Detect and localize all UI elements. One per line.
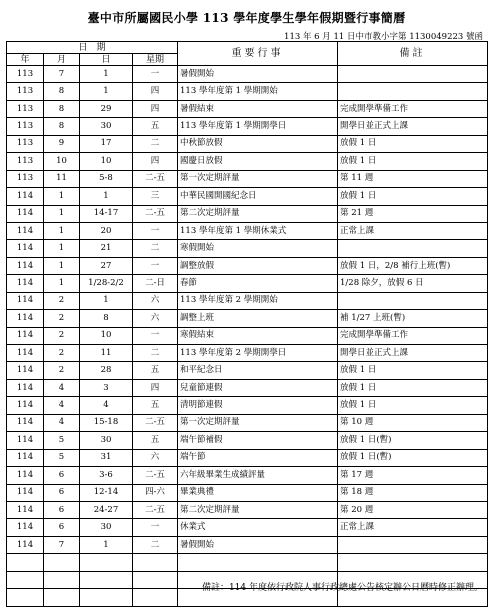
day-cell: 20 (80, 222, 133, 239)
event-cell: 畢業典禮 (178, 484, 338, 501)
note-cell: 第 17 週 (338, 467, 488, 484)
event-cell: 端午節補假 (178, 432, 338, 449)
event-cell: 寒假結束 (178, 327, 338, 344)
table-row (7, 362, 488, 379)
day-cell: 4 (80, 397, 133, 414)
year-cell: 113 (7, 66, 44, 83)
year-cell: 114 (7, 188, 44, 205)
weekday-cell: 一 (133, 519, 178, 536)
note-header: 備註 (338, 42, 488, 66)
note-cell: 完成開學準備工作 (338, 100, 488, 117)
weekday-cell: 五 (133, 432, 178, 449)
month-cell: 2 (44, 292, 80, 309)
note-cell: 放假 1 日 (338, 362, 488, 379)
weekday-cell: 二-日 (133, 275, 178, 292)
year-cell: 113 (7, 135, 44, 152)
event-cell: 第二次定期評量 (178, 205, 338, 222)
table-row (7, 501, 488, 518)
month-cell: 11 (44, 170, 80, 187)
note-cell: 第 11 週 (338, 170, 488, 187)
event-cell: 113 學年度第 1 學期開始 (178, 83, 338, 100)
day-cell: 1 (80, 66, 133, 83)
event-cell: 寒假開始 (178, 240, 338, 257)
weekday-cell: 三 (133, 188, 178, 205)
month-cell: 4 (44, 414, 80, 431)
note-cell: 放假 1 日，2/8 補行上班(暫) (338, 257, 488, 274)
weekday-cell (133, 554, 178, 571)
year-cell: 113 (7, 170, 44, 187)
weekday-cell: 二 (133, 536, 178, 553)
event-cell: 中秋節放假 (178, 135, 338, 152)
table-row (7, 275, 488, 292)
table-row (7, 327, 488, 344)
note-cell: 1/28 除夕，放假 6 日 (338, 275, 488, 292)
day-cell: 10 (80, 153, 133, 170)
day-cell: 10 (80, 327, 133, 344)
weekday-cell: 六 (133, 310, 178, 327)
note-cell: 放假 1 日 (338, 135, 488, 152)
table-row (7, 170, 488, 187)
table-row (7, 135, 488, 152)
day-cell: 14-17 (80, 205, 133, 222)
weekday-cell (133, 589, 178, 606)
month-cell: 1 (44, 257, 80, 274)
day-cell: 3-6 (80, 467, 133, 484)
year-header: 年 (7, 54, 44, 66)
year-cell (7, 571, 44, 588)
month-cell: 8 (44, 118, 80, 135)
note-cell (338, 554, 488, 571)
event-cell: 兒童節連假 (178, 379, 338, 396)
note-cell: 放假 1 日(暫) (338, 432, 488, 449)
month-cell: 7 (44, 66, 80, 83)
year-cell: 114 (7, 257, 44, 274)
note-cell (338, 240, 488, 257)
note-cell (338, 66, 488, 83)
day-cell: 1 (80, 188, 133, 205)
year-cell: 114 (7, 310, 44, 327)
weekday-cell: 二 (133, 240, 178, 257)
day-cell: 27 (80, 257, 133, 274)
header-row-top (7, 42, 488, 54)
day-cell: 21 (80, 240, 133, 257)
table-row (7, 257, 488, 274)
weekday-cell: 六 (133, 292, 178, 309)
month-cell: 9 (44, 135, 80, 152)
event-cell: 第一次定期評量 (178, 414, 338, 431)
year-cell: 114 (7, 519, 44, 536)
table-row (7, 310, 488, 327)
weekday-cell: 一 (133, 327, 178, 344)
day-cell (80, 589, 133, 606)
month-cell: 5 (44, 449, 80, 466)
day-cell: 1/28-2/2 (80, 275, 133, 292)
year-cell: 114 (7, 362, 44, 379)
day-header: 日 (80, 54, 133, 66)
day-cell: 1 (80, 292, 133, 309)
weekday-cell: 五 (133, 362, 178, 379)
note-cell: 第 18 週 (338, 484, 488, 501)
month-cell: 10 (44, 153, 80, 170)
year-cell: 114 (7, 345, 44, 362)
day-cell: 30 (80, 519, 133, 536)
note-cell: 放假 1 日(暫) (338, 449, 488, 466)
table-row (7, 554, 488, 571)
month-cell (44, 571, 80, 588)
year-cell: 113 (7, 118, 44, 135)
event-cell: 清明節連假 (178, 397, 338, 414)
note-cell: 第 20 週 (338, 501, 488, 518)
weekday-cell: 四-六 (133, 484, 178, 501)
day-cell: 15-18 (80, 414, 133, 431)
table-row (7, 222, 488, 239)
year-cell: 114 (7, 397, 44, 414)
month-cell: 2 (44, 310, 80, 327)
month-cell (44, 554, 80, 571)
note-cell: 開學日並正式上課 (338, 118, 488, 135)
table-row (7, 414, 488, 431)
event-cell (178, 554, 338, 571)
note-cell (338, 292, 488, 309)
table-row (7, 536, 488, 553)
day-cell: 24-27 (80, 501, 133, 518)
note-cell: 完成開學準備工作 (338, 327, 488, 344)
year-cell (7, 554, 44, 571)
month-cell: 7 (44, 536, 80, 553)
event-cell: 中華民國開國紀念日 (178, 188, 338, 205)
note-cell (338, 83, 488, 100)
year-cell: 114 (7, 432, 44, 449)
month-cell: 1 (44, 275, 80, 292)
year-cell: 113 (7, 83, 44, 100)
note-cell: 正常上課 (338, 519, 488, 536)
month-cell: 8 (44, 83, 80, 100)
event-cell: 暑假結束 (178, 100, 338, 117)
weekday-cell: 五 (133, 118, 178, 135)
year-cell: 114 (7, 484, 44, 501)
weekday-cell: 二 (133, 345, 178, 362)
weekday-cell: 四 (133, 83, 178, 100)
month-cell: 8 (44, 100, 80, 117)
note-cell: 開學日並正式上課 (338, 345, 488, 362)
month-cell: 6 (44, 467, 80, 484)
month-cell: 5 (44, 432, 80, 449)
weekday-cell: 一 (133, 66, 178, 83)
event-cell: 調整放假 (178, 257, 338, 274)
year-cell: 114 (7, 205, 44, 222)
weekday-cell: 二-五 (133, 205, 178, 222)
year-cell: 114 (7, 414, 44, 431)
document-title: 臺中市所屬國民小學 113 學年度學生學年假期暨行事簡曆 (87, 11, 406, 25)
year-cell: 114 (7, 379, 44, 396)
weekday-cell: 二-五 (133, 467, 178, 484)
table-row (7, 484, 488, 501)
note-cell (338, 536, 488, 553)
table-row (7, 379, 488, 396)
weekday-cell: 六 (133, 449, 178, 466)
note-cell: 放假 1 日 (338, 379, 488, 396)
table-row (7, 240, 488, 257)
note-cell: 放假 1 日 (338, 153, 488, 170)
table-row (7, 467, 488, 484)
table-row (7, 292, 488, 309)
month-cell: 1 (44, 205, 80, 222)
weekday-cell: 四 (133, 379, 178, 396)
weekday-cell: 二-五 (133, 414, 178, 431)
note-cell: 放假 1 日 (338, 188, 488, 205)
day-cell: 17 (80, 135, 133, 152)
year-cell: 114 (7, 501, 44, 518)
event-header: 重要行事 (178, 42, 338, 66)
year-cell: 114 (7, 327, 44, 344)
month-cell: 6 (44, 484, 80, 501)
month-cell: 4 (44, 379, 80, 396)
calendar-table (6, 41, 488, 607)
month-cell: 1 (44, 222, 80, 239)
year-cell: 114 (7, 292, 44, 309)
event-cell: 國慶日放假 (178, 153, 338, 170)
event-cell: 第一次定期評量 (178, 170, 338, 187)
table-row (7, 345, 488, 362)
day-cell: 28 (80, 362, 133, 379)
year-cell: 114 (7, 467, 44, 484)
day-cell (80, 554, 133, 571)
day-cell: 29 (80, 100, 133, 117)
year-cell: 114 (7, 536, 44, 553)
table-row (7, 397, 488, 414)
note-cell: 補 1/27 上班(暫) (338, 310, 488, 327)
month-cell: 2 (44, 345, 80, 362)
weekday-cell: 二 (133, 135, 178, 152)
day-cell: 31 (80, 449, 133, 466)
year-cell: 114 (7, 222, 44, 239)
event-cell: 和平紀念日 (178, 362, 338, 379)
table-row (7, 66, 488, 83)
table-row (7, 118, 488, 135)
note-cell: 放假 1 日 (338, 397, 488, 414)
note-cell: 第 10 週 (338, 414, 488, 431)
year-cell: 113 (7, 153, 44, 170)
month-cell: 4 (44, 397, 80, 414)
event-cell: 暑假開始 (178, 536, 338, 553)
month-cell: 6 (44, 501, 80, 518)
day-cell: 5-8 (80, 170, 133, 187)
table-row (7, 188, 488, 205)
day-cell: 8 (80, 310, 133, 327)
year-cell: 114 (7, 275, 44, 292)
event-cell: 113 學年度第 2 學期開始 (178, 292, 338, 309)
event-cell: 113 學年度第 2 學期開學日 (178, 345, 338, 362)
event-cell: 暑假開始 (178, 66, 338, 83)
month-cell: 2 (44, 362, 80, 379)
month-header: 月 (44, 54, 80, 66)
table-row (7, 205, 488, 222)
event-cell: 休業式 (178, 519, 338, 536)
note-cell: 正常上課 (338, 222, 488, 239)
month-cell: 6 (44, 519, 80, 536)
day-cell: 11 (80, 345, 133, 362)
day-cell: 12-14 (80, 484, 133, 501)
weekday-cell: 二-五 (133, 170, 178, 187)
footnote: 備註：114 年度依行政院人事行政總處公告核定辦公日曆時修正辦理。 (201, 583, 483, 593)
table-row (7, 519, 488, 536)
table-row (7, 432, 488, 449)
event-cell: 第二次定期評量 (178, 501, 338, 518)
month-cell: 1 (44, 240, 80, 257)
event-cell: 113 學年度第 1 學期休業式 (178, 222, 338, 239)
month-cell: 1 (44, 188, 80, 205)
event-cell: 113 學年度第 1 學期開學日 (178, 118, 338, 135)
note-cell: 第 21 週 (338, 205, 488, 222)
document-reference: 113 年 6 月 11 日中市教小字第 1130049223 號函 (284, 32, 483, 42)
year-cell: 114 (7, 449, 44, 466)
weekday-cell: 一 (133, 257, 178, 274)
year-cell (7, 589, 44, 606)
day-cell: 3 (80, 379, 133, 396)
weekday-cell: 四 (133, 100, 178, 117)
day-cell: 1 (80, 536, 133, 553)
table-row (7, 153, 488, 170)
year-cell: 113 (7, 100, 44, 117)
event-cell: 調整上班 (178, 310, 338, 327)
table-row (7, 83, 488, 100)
day-cell (80, 571, 133, 588)
day-cell: 1 (80, 83, 133, 100)
date-group-header: 日 期 (7, 42, 178, 54)
table-row (7, 100, 488, 117)
event-cell: 六年級畢業生成績評量 (178, 467, 338, 484)
calendar-rows (7, 66, 488, 607)
weekday-cell: 一 (133, 222, 178, 239)
year-cell: 114 (7, 240, 44, 257)
event-cell: 端午節 (178, 449, 338, 466)
day-cell: 30 (80, 118, 133, 135)
weekday-cell: 四 (133, 153, 178, 170)
month-cell: 2 (44, 327, 80, 344)
weekday-cell: 五 (133, 397, 178, 414)
table-row (7, 449, 488, 466)
weekday-header: 星期 (133, 54, 178, 66)
day-cell: 30 (80, 432, 133, 449)
event-cell: 春節 (178, 275, 338, 292)
weekday-cell (133, 571, 178, 588)
month-cell (44, 589, 80, 606)
weekday-cell: 二-五 (133, 501, 178, 518)
